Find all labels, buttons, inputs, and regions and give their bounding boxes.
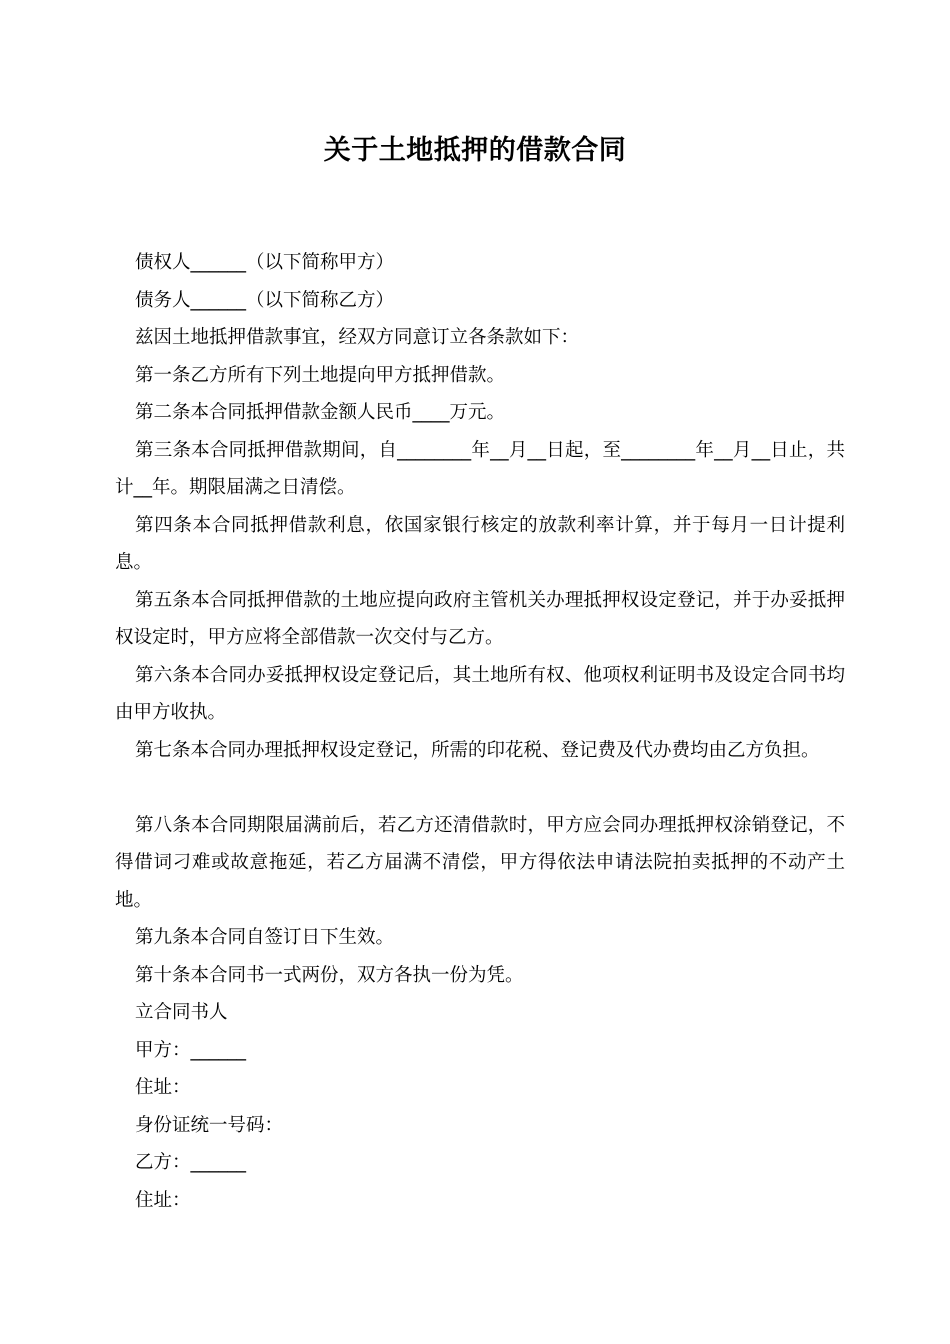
party-b-address: 住址： [135,1189,191,1211]
contract-body [115,244,845,1219]
preamble: 兹因土地抵押借款事宜，经双方同意订立各条款如下： [135,327,580,348]
creditor-line: 债权人______（以下简称甲方） [135,252,395,273]
article-2: 第二条本合同抵押借款金额人民币____万元。 [135,402,506,423]
article-7: 第七条本合同办理抵押权设定登记，所需的印花税、登记费及代办费均由乙方负担。 [135,739,820,761]
party-a-line: 甲方：______ [135,1039,247,1061]
article-9: 第九条本合同自签订日下生效。 [135,927,395,948]
signatories-heading: 立合同书人 [135,1002,228,1023]
article-1: 第一条乙方所有下列土地提向甲方抵押借款。 [135,364,506,386]
article-4: 第四条本合同抵押借款利息，依国家银行核定的放款利率计算，并于每月一日计提利息。 [115,514,845,573]
article-10: 第十条本合同书一式两份，双方各执一份为凭。 [135,964,524,986]
document-title: 关于土地抵押的借款合同 [323,135,627,166]
article-6: 第六条本合同办妥抵押权设定登记后，其土地所有权、他项权利证明书及设定合同书均由甲方收执。 [115,664,845,723]
article-5: 第五条本合同抵押借款的土地应提向政府主管机关办理抵押权设定登记，并于办妥抵押权设定时，甲方应将全部借款一次交付与乙方。 [115,589,845,648]
debtor-line: 债务人______（以下简称乙方） [135,289,395,311]
party-b-line: 乙方：______ [135,1152,247,1173]
party-a-address: 住址： [135,1077,191,1098]
paragraph-spacer [115,769,845,807]
article-3: 第三条本合同抵押借款期间，自________年__月__日起，至________年__月__日止，共计__年。期限届满之日清偿。 [115,439,845,498]
article-8: 第八条本合同期限届满前后，若乙方还清借款时，甲方应会同办理抵押权涂销登记，不得借词刁难或故意拖延，若乙方届满不清偿，甲方得依法申请法院拍卖抵押的不动产土地。 [115,814,845,911]
party-a-id-number: 身份证统一号码： [135,1114,284,1136]
